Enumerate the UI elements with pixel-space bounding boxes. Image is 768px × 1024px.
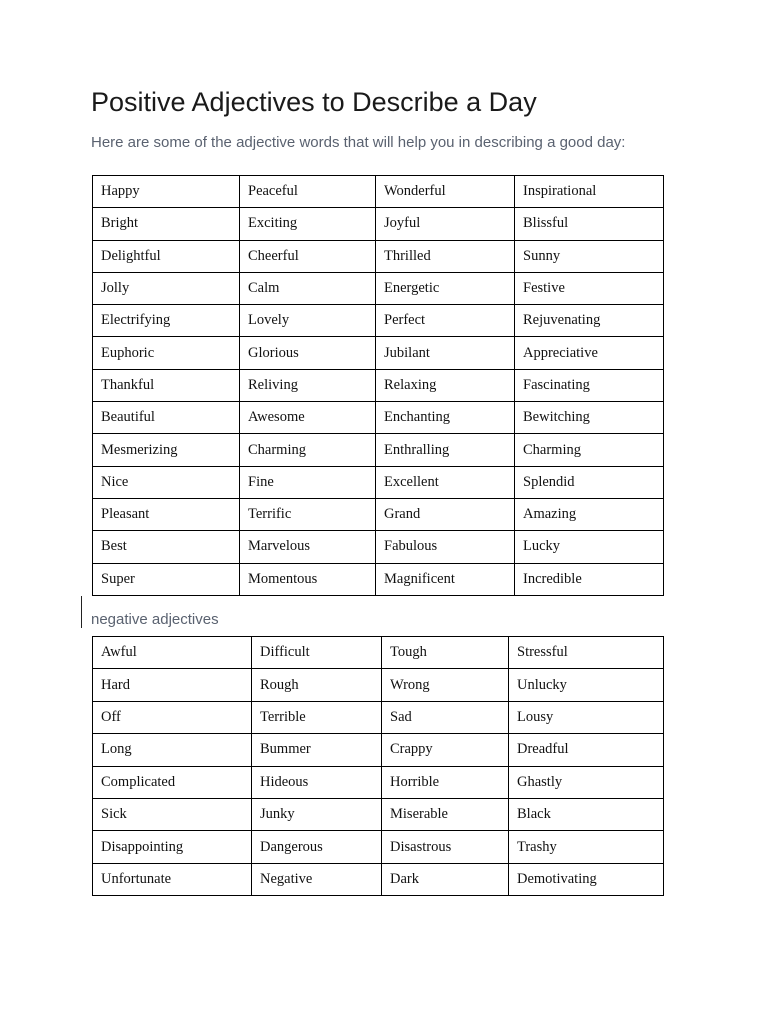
table-cell: Wonderful xyxy=(376,176,515,208)
table-row xyxy=(93,637,664,669)
table-cell: Dreadful xyxy=(509,734,664,766)
table-cell: Beautiful xyxy=(93,402,240,434)
table-cell: Fascinating xyxy=(515,369,664,401)
table-row xyxy=(93,831,664,863)
table-cell: Unfortunate xyxy=(93,863,252,895)
table-cell: Disappointing xyxy=(93,831,252,863)
negative-adjectives-label: negative adjectives xyxy=(91,611,219,628)
table-cell: Black xyxy=(509,798,664,830)
table-cell: Super xyxy=(93,563,240,595)
table-row xyxy=(93,337,664,369)
table-cell: Crappy xyxy=(382,734,509,766)
table-cell: Terrific xyxy=(240,498,376,530)
table-cell: Sick xyxy=(93,798,252,830)
table-cell: Splendid xyxy=(515,466,664,498)
table-cell: Excellent xyxy=(376,466,515,498)
table-cell: Electrifying xyxy=(93,305,240,337)
table-row xyxy=(93,766,664,798)
table-row xyxy=(93,701,664,733)
table-cell: Magnificent xyxy=(376,563,515,595)
table-cell: Sunny xyxy=(515,240,664,272)
positive-adjectives-table xyxy=(92,175,664,596)
table-cell: Calm xyxy=(240,272,376,304)
table-cell: Happy xyxy=(93,176,240,208)
table-row xyxy=(93,798,664,830)
table-cell: Lousy xyxy=(509,701,664,733)
table-row xyxy=(93,531,664,563)
table-row xyxy=(93,863,664,895)
table-cell: Inspirational xyxy=(515,176,664,208)
table-cell: Hard xyxy=(93,669,252,701)
table-cell: Glorious xyxy=(240,337,376,369)
table-cell: Stressful xyxy=(509,637,664,669)
table-row xyxy=(93,369,664,401)
table-cell: Peaceful xyxy=(240,176,376,208)
table-cell: Dark xyxy=(382,863,509,895)
table-cell: Nice xyxy=(93,466,240,498)
text-cursor xyxy=(81,596,82,628)
table-cell: Mesmerizing xyxy=(93,434,240,466)
table-cell: Complicated xyxy=(93,766,252,798)
table-cell: Exciting xyxy=(240,208,376,240)
table-cell: Unlucky xyxy=(509,669,664,701)
table-cell: Best xyxy=(93,531,240,563)
table-cell: Appreciative xyxy=(515,337,664,369)
table-cell: Ghastly xyxy=(509,766,664,798)
table-cell: Jolly xyxy=(93,272,240,304)
table-cell: Negative xyxy=(252,863,382,895)
table-cell: Lucky xyxy=(515,531,664,563)
table-cell: Wrong xyxy=(382,669,509,701)
table-cell: Energetic xyxy=(376,272,515,304)
table-cell: Enthralling xyxy=(376,434,515,466)
table-cell: Reliving xyxy=(240,369,376,401)
table-cell: Tough xyxy=(382,637,509,669)
table-cell: Perfect xyxy=(376,305,515,337)
table-cell: Grand xyxy=(376,498,515,530)
table-row xyxy=(93,305,664,337)
table-row xyxy=(93,734,664,766)
table-row xyxy=(93,563,664,595)
table-row xyxy=(93,240,664,272)
table-cell: Trashy xyxy=(509,831,664,863)
table-cell: Bewitching xyxy=(515,402,664,434)
table-cell: Thankful xyxy=(93,369,240,401)
table-row xyxy=(93,498,664,530)
table-cell: Horrible xyxy=(382,766,509,798)
table-cell: Momentous xyxy=(240,563,376,595)
table-cell: Joyful xyxy=(376,208,515,240)
table-cell: Rough xyxy=(252,669,382,701)
table-cell: Fine xyxy=(240,466,376,498)
table-cell: Blissful xyxy=(515,208,664,240)
table-cell: Dangerous xyxy=(252,831,382,863)
negative-adjectives-table xyxy=(92,636,664,896)
table-cell: Bummer xyxy=(252,734,382,766)
table-cell: Cheerful xyxy=(240,240,376,272)
table-cell: Enchanting xyxy=(376,402,515,434)
page-title: Positive Adjectives to Describe a Day xyxy=(91,87,537,117)
table-row xyxy=(93,176,664,208)
table-cell: Demotivating xyxy=(509,863,664,895)
table-cell: Disastrous xyxy=(382,831,509,863)
table-row xyxy=(93,272,664,304)
table-row xyxy=(93,208,664,240)
table-cell: Amazing xyxy=(515,498,664,530)
table-cell: Bright xyxy=(93,208,240,240)
table-cell: Marvelous xyxy=(240,531,376,563)
table-cell: Junky xyxy=(252,798,382,830)
table-cell: Festive xyxy=(515,272,664,304)
table-cell: Terrible xyxy=(252,701,382,733)
table-cell: Fabulous xyxy=(376,531,515,563)
table-cell: Lovely xyxy=(240,305,376,337)
table-row xyxy=(93,402,664,434)
table-cell: Pleasant xyxy=(93,498,240,530)
table-cell: Awesome xyxy=(240,402,376,434)
table-row xyxy=(93,669,664,701)
table-row xyxy=(93,466,664,498)
table-cell: Hideous xyxy=(252,766,382,798)
table-row xyxy=(93,434,664,466)
table-cell: Jubilant xyxy=(376,337,515,369)
table-cell: Incredible xyxy=(515,563,664,595)
table-cell: Difficult xyxy=(252,637,382,669)
table-cell: Off xyxy=(93,701,252,733)
table-cell: Awful xyxy=(93,637,252,669)
table-cell: Relaxing xyxy=(376,369,515,401)
table-cell: Charming xyxy=(515,434,664,466)
table-cell: Rejuvenating xyxy=(515,305,664,337)
table-cell: Charming xyxy=(240,434,376,466)
table-cell: Delightful xyxy=(93,240,240,272)
table-cell: Sad xyxy=(382,701,509,733)
table-cell: Euphoric xyxy=(93,337,240,369)
table-cell: Thrilled xyxy=(376,240,515,272)
table-cell: Long xyxy=(93,734,252,766)
table-cell: Miserable xyxy=(382,798,509,830)
intro-text: Here are some of the adjective words that will help you in describing a good day: xyxy=(91,134,626,151)
